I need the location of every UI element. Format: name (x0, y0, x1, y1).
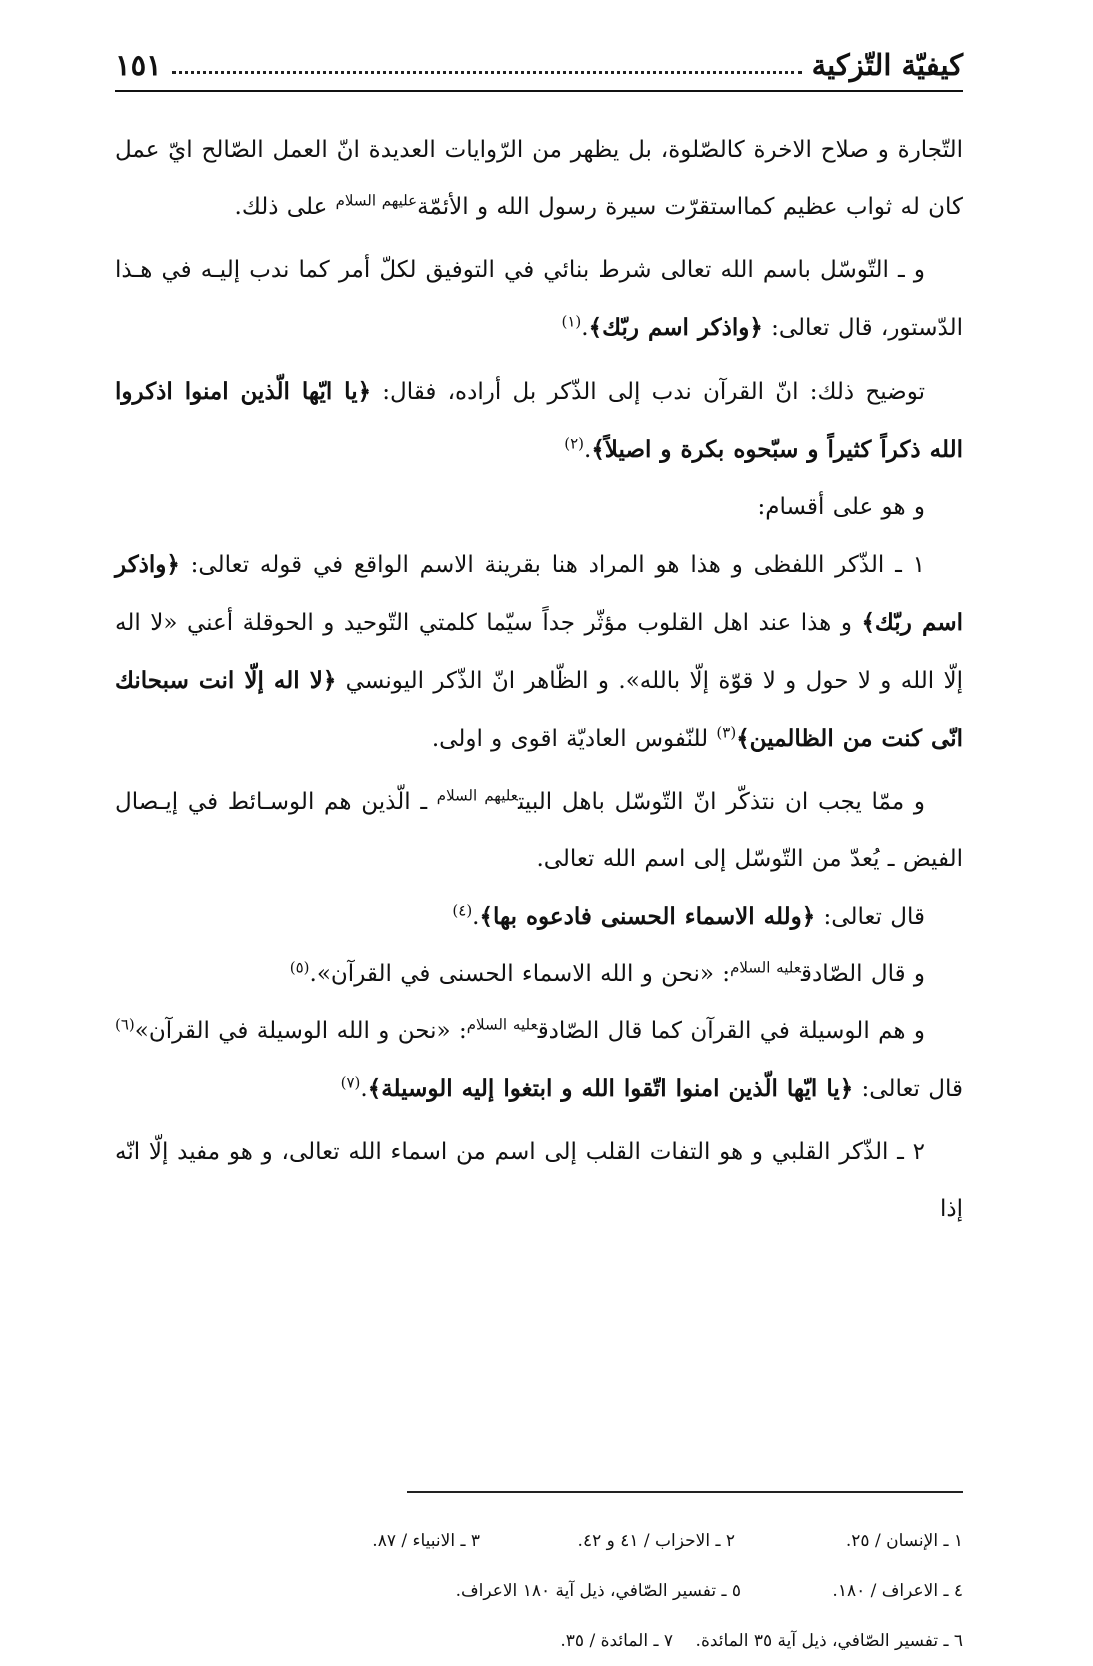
quran-quote: ﴿واذكر اسم ربّك﴾ (588, 314, 763, 341)
paragraph-text: التّجارة و صلاح الاخرة كالصّلوة، بل يظهر من الرّوايات العديدة انّ العمل الصّالح ايّ عمل كان له ثواب عظيم كمااستقرّت سيرة رسول الله و الأئمّة (115, 137, 963, 220)
honorific-glyph: عليهم السلام (436, 786, 518, 805)
honorific-glyph: عليهم السلام (335, 191, 418, 210)
footnotes (115, 1516, 963, 1666)
paragraph-text: للنّفوس العاديّة اقوى و اولى. (431, 726, 717, 752)
header-leader-dots (172, 70, 802, 74)
paragraph-text: قال تعالى: (815, 904, 925, 930)
footnote-ref: (٧) (340, 1073, 361, 1092)
footnote-ref: (٤) (452, 901, 473, 920)
quran-quote: ﴿لا اله إلّا انت سبحانك انّى كنت من الظالمين﴾ (115, 667, 963, 752)
paragraph-2 (115, 242, 963, 357)
paragraph-text: : «نحن و الله الوسيلة في القرآن» (134, 1018, 467, 1044)
footnote-7: ٧ ـ المائدة / ٣٥. (560, 1631, 673, 1651)
paragraph-text: توضيح ذلك: انّ القرآن ندب إلى الذّكر بل أراده، فقال: (371, 379, 925, 405)
paragraph-text: و هو على أقسام: (757, 494, 925, 520)
paragraph-text: ٢ ـ الذّكر القلبي و هو التفات القلب إلى اسم من اسماء الله تعالى، و هو مفيد إلّا انّه إذا (115, 1139, 963, 1222)
paragraph-8 (115, 946, 963, 1003)
running-header (115, 28, 963, 92)
honorific-glyph: عليه السلام (466, 1015, 538, 1034)
paragraph-text: ١ ـ الذّكر اللفظى و هذا هو المراد هنا بقرينة الاسم الواقع في قوله تعالى: (179, 552, 925, 578)
quran-quote: ﴿يا ايّها الّذين امنوا اتّقوا الله و ابتغوا إليه الوسيلة﴾ (367, 1075, 854, 1102)
paragraph-3 (115, 363, 963, 479)
paragraph-9 (115, 1003, 963, 1118)
footnote-6: ٦ ـ تفسير الصّافي، ذيل آية ٣٥ المائدة. (695, 1631, 963, 1651)
paragraph-text: . (581, 315, 589, 341)
quran-quote: ﴿واذكر اسم ربّك﴾ (115, 551, 963, 636)
paragraph-text: . (472, 904, 480, 930)
page-number: ١٥١ (115, 48, 162, 82)
footnote-row (115, 1566, 963, 1616)
footnote-ref: (٣) (716, 723, 737, 742)
paragraph-6 (115, 774, 963, 888)
paragraph-text: : «نحن و الله الاسماء الحسنى في القرآن». (309, 961, 731, 987)
footnote-5: ٥ ـ تفسير الصّافي، ذيل آية ١٨٠ الاعراف. (455, 1581, 741, 1601)
footnote-1: ١ ـ الإنسان / ٢٥. (845, 1531, 963, 1551)
footnote-ref: (١) (561, 312, 582, 331)
paragraph-text: و هم الوسيلة في القرآن كما قال الصّادق (537, 1018, 925, 1044)
paragraph-text: و هذا عند اهل القلوب مؤثّر جداً سيّما كلمتي التّوحيد و الحوقلة أعني «لا اله إلّا الله و لا حول و لا قوّة إلّا بالله». و الظّاهر انّ الذّكر اليونسي (115, 610, 963, 694)
paragraph-text: . (360, 1076, 368, 1102)
paragraph-text: على ذلك. (234, 194, 336, 220)
book-page (115, 28, 963, 1651)
paragraph-text: قال تعالى: (853, 1076, 963, 1102)
paragraph-7 (115, 888, 963, 946)
footnote-2: ٢ ـ الاحزاب / ٤١ و ٤٢. (577, 1531, 735, 1551)
footnote-ref: (٦) (115, 1015, 135, 1034)
footnote-row (115, 1516, 963, 1566)
footnote-3: ٣ ـ الانبياء / ٨٧. (372, 1531, 480, 1551)
footnote-ref: (٥) (289, 958, 310, 977)
footnote-ref: (٢) (564, 434, 584, 453)
paragraph-text: و قال الصّادق (800, 961, 925, 987)
footnote-4: ٤ ـ الاعراف / ١٨٠. (832, 1581, 963, 1601)
footnote-separator (407, 1491, 963, 1493)
chapter-title: كيفيّة التّزكية (811, 48, 963, 82)
paragraph-text: و ـ التّوسّل باسم الله تعالى شرط بنائي في التوفيق لكلّ أمر كما ندب إليـه في هـذا الدّستور، قال تعالى: (115, 257, 963, 341)
paragraph-4 (115, 479, 963, 536)
paragraph-text: ـ الّذين هم الوسـائط في إيـصال الفيض ـ يُعدّ من التّوسّل إلى اسم الله تعالى. (115, 789, 963, 872)
footnote-row (115, 1616, 963, 1666)
quran-quote: ﴿ولله الاسماء الحسنى فادعوه بها﴾ (479, 903, 816, 930)
honorific-glyph: عليه السلام (730, 958, 801, 977)
paragraph-1 (115, 122, 963, 236)
quran-quote: ﴿يا ايّها الّذين امنوا اذكروا الله ذكراً كثيراً و سبّحوه بكرة و اصيلاً﴾ (115, 378, 963, 463)
paragraph-5 (115, 536, 963, 768)
paragraph-text: . (584, 437, 592, 463)
paragraph-10 (115, 1124, 963, 1238)
body-text (115, 122, 963, 1238)
paragraph-text: و ممّا يجب ان نتذكّر انّ التّوسّل باهل البيت (517, 789, 925, 815)
